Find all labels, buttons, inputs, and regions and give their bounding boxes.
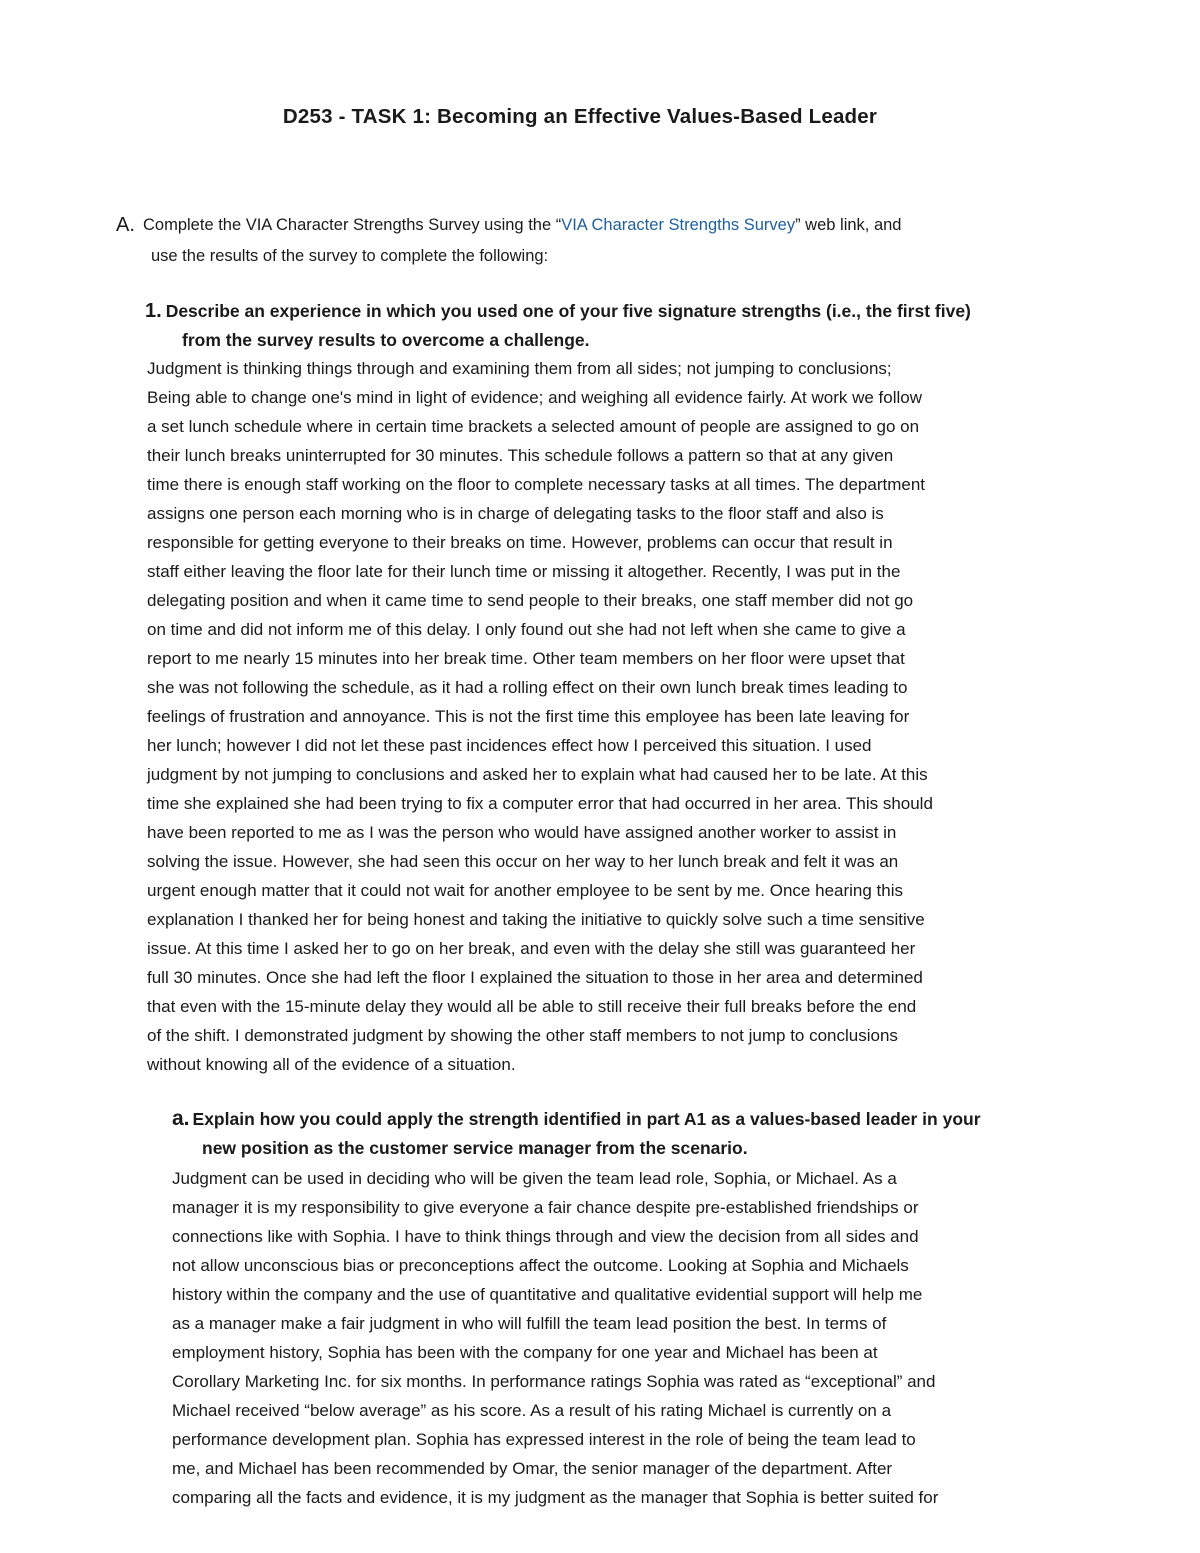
question-1	[145, 297, 1075, 355]
paragraph-line: responsible for getting everyone to their breaks on time. However, problems can occur that result in	[147, 533, 893, 552]
section-a-line2: use the results of the survey to complete the following:	[151, 247, 549, 265]
question-1-number: 1.	[145, 300, 162, 322]
paragraph-line: solving the issue. However, she had seen this occur on her way to her lunch break and felt it was an	[147, 852, 899, 871]
paragraph-line: that even with the 15-minute delay they would all be able to still receive their full breaks before the end	[147, 997, 917, 1016]
paragraph-line: full 30 minutes. Once she had left the floor I explained the situation to those in her area and determined	[147, 968, 923, 987]
section-a-instructions	[116, 210, 1063, 272]
paragraph-line: assigns one person each morning who is in charge of delegating tasks to the floor staff and also is	[147, 504, 884, 523]
paragraph-line: history within the company and the use of quantitative and qualitative evidential support will help me	[172, 1285, 923, 1304]
paragraph-line: comparing all the facts and evidence, it is my judgment as the manager that Sophia is better suited for	[172, 1488, 939, 1507]
paragraph-line: employment history, Sophia has been with the company for one year and Michael has been at	[172, 1343, 878, 1362]
paragraph-line: on time and did not inform me of this delay. I only found out she had not left when she came to give a	[147, 620, 906, 639]
answer-1a-paragraph	[172, 1164, 1072, 1512]
page-title: D253 - TASK 1: Becoming an Effective Values-Based Leader	[282, 105, 878, 128]
via-survey-link[interactable]: VIA Character Strengths Survey	[561, 216, 796, 234]
paragraph-line: connections like with Sophia. I have to think things through and view the decision from all sides and	[172, 1227, 919, 1246]
paragraph-line: Being able to change one's mind in light of evidence; and weighing all evidence fairly. At work we follow	[147, 388, 923, 407]
paragraph-line: Judgment is thinking things through and examining them from all sides; not jumping to conclusions;	[147, 359, 892, 378]
paragraph-line: performance development plan. Sophia has expressed interest in the role of being the team lead to	[172, 1430, 916, 1449]
paragraph-line: manager it is my responsibility to give everyone a fair chance despite pre-established friendships or	[172, 1198, 919, 1217]
question-1a-line2: new position as the customer service manager from the scenario.	[202, 1138, 748, 1158]
paragraph-line: not allow unconscious bias or preconceptions affect the outcome. Looking at Sophia and Michaels	[172, 1256, 909, 1275]
section-a-pre: Complete the VIA Character Strengths Survey using the “	[143, 216, 562, 234]
question-1-line1: Describe an experience in which you used one of your five signature strengths (i.e., the first five)	[165, 301, 971, 321]
paragraph-line: her lunch; however I did not let these past incidences effect how I perceived this situation. I used	[147, 736, 872, 755]
paragraph-line: staff either leaving the floor late for their lunch time or missing it altogether. Recently, I was put in the	[147, 562, 901, 581]
paragraph-line: their lunch breaks uninterrupted for 30 minutes. This schedule follows a pattern so that at any given	[147, 446, 894, 465]
paragraph-line: of the shift. I demonstrated judgment by showing the other staff members to not jump to conclusions	[147, 1026, 898, 1045]
paragraph-line: as a manager make a fair judgment in who will fulfill the team lead position the best. In terms of	[172, 1314, 887, 1333]
paragraph-line: Michael received “below average” as his score. As a result of his rating Michael is currently on a	[172, 1401, 892, 1420]
paragraph-line: time she explained she had been trying to fix a computer error that had occurred in her area. This should	[147, 794, 933, 813]
paragraph-line: delegating position and when it came time to send people to their breaks, one staff member did not go	[147, 591, 914, 610]
paragraph-line: a set lunch schedule where in certain time brackets a selected amount of people are assigned to go on	[147, 417, 920, 436]
question-1a-marker: a.	[172, 1107, 190, 1130]
paragraph-line: judgment by not jumping to conclusions and asked her to explain what had caused her to be late. At this	[147, 765, 928, 784]
section-a-marker: A.	[116, 214, 135, 236]
question-1a	[172, 1104, 1072, 1163]
paragraph-line: she was not following the schedule, as it had a rolling effect on their own lunch break times leading to	[147, 678, 908, 697]
paragraph-line: me, and Michael has been recommended by Omar, the senior manager of the department. After	[172, 1459, 893, 1478]
paragraph-line: Corollary Marketing Inc. for six months. In performance ratings Sophia was rated as “exceptional” and	[172, 1372, 936, 1391]
paragraph-line: urgent enough matter that it could not wait for another employee to be sent by me. Once hearing this	[147, 881, 904, 900]
paragraph-line: Judgment can be used in deciding who will be given the team lead role, Sophia, or Michael. As a	[172, 1169, 897, 1188]
paragraph-line: explanation I thanked her for being honest and taking the initiative to quickly solve such a time sensitive	[147, 910, 925, 929]
paragraph-line: time there is enough staff working on the floor to complete necessary tasks at all times. The department	[147, 475, 925, 494]
paragraph-line: report to me nearly 15 minutes into her break time. Other team members on her floor were upset that	[147, 649, 905, 668]
section-a-line1	[143, 210, 1063, 241]
paragraph-line: feelings of frustration and annoyance. This is not the first time this employee has been late leaving for	[147, 707, 910, 726]
paragraph-line: have been reported to me as I was the person who would have assigned another worker to assist in	[147, 823, 897, 842]
answer-1-paragraph	[147, 354, 1067, 1079]
section-a-post: ” web link, and	[795, 216, 902, 234]
question-1-line2: from the survey results to overcome a challenge.	[182, 330, 590, 350]
paragraph-line: without knowing all of the evidence of a situation.	[147, 1055, 516, 1074]
question-1a-line1: Explain how you could apply the strength identified in part A1 as a values-based leader in your	[192, 1109, 981, 1129]
paragraph-line: issue. At this time I asked her to go on her break, and even with the delay she still was guaranteed her	[147, 939, 916, 958]
